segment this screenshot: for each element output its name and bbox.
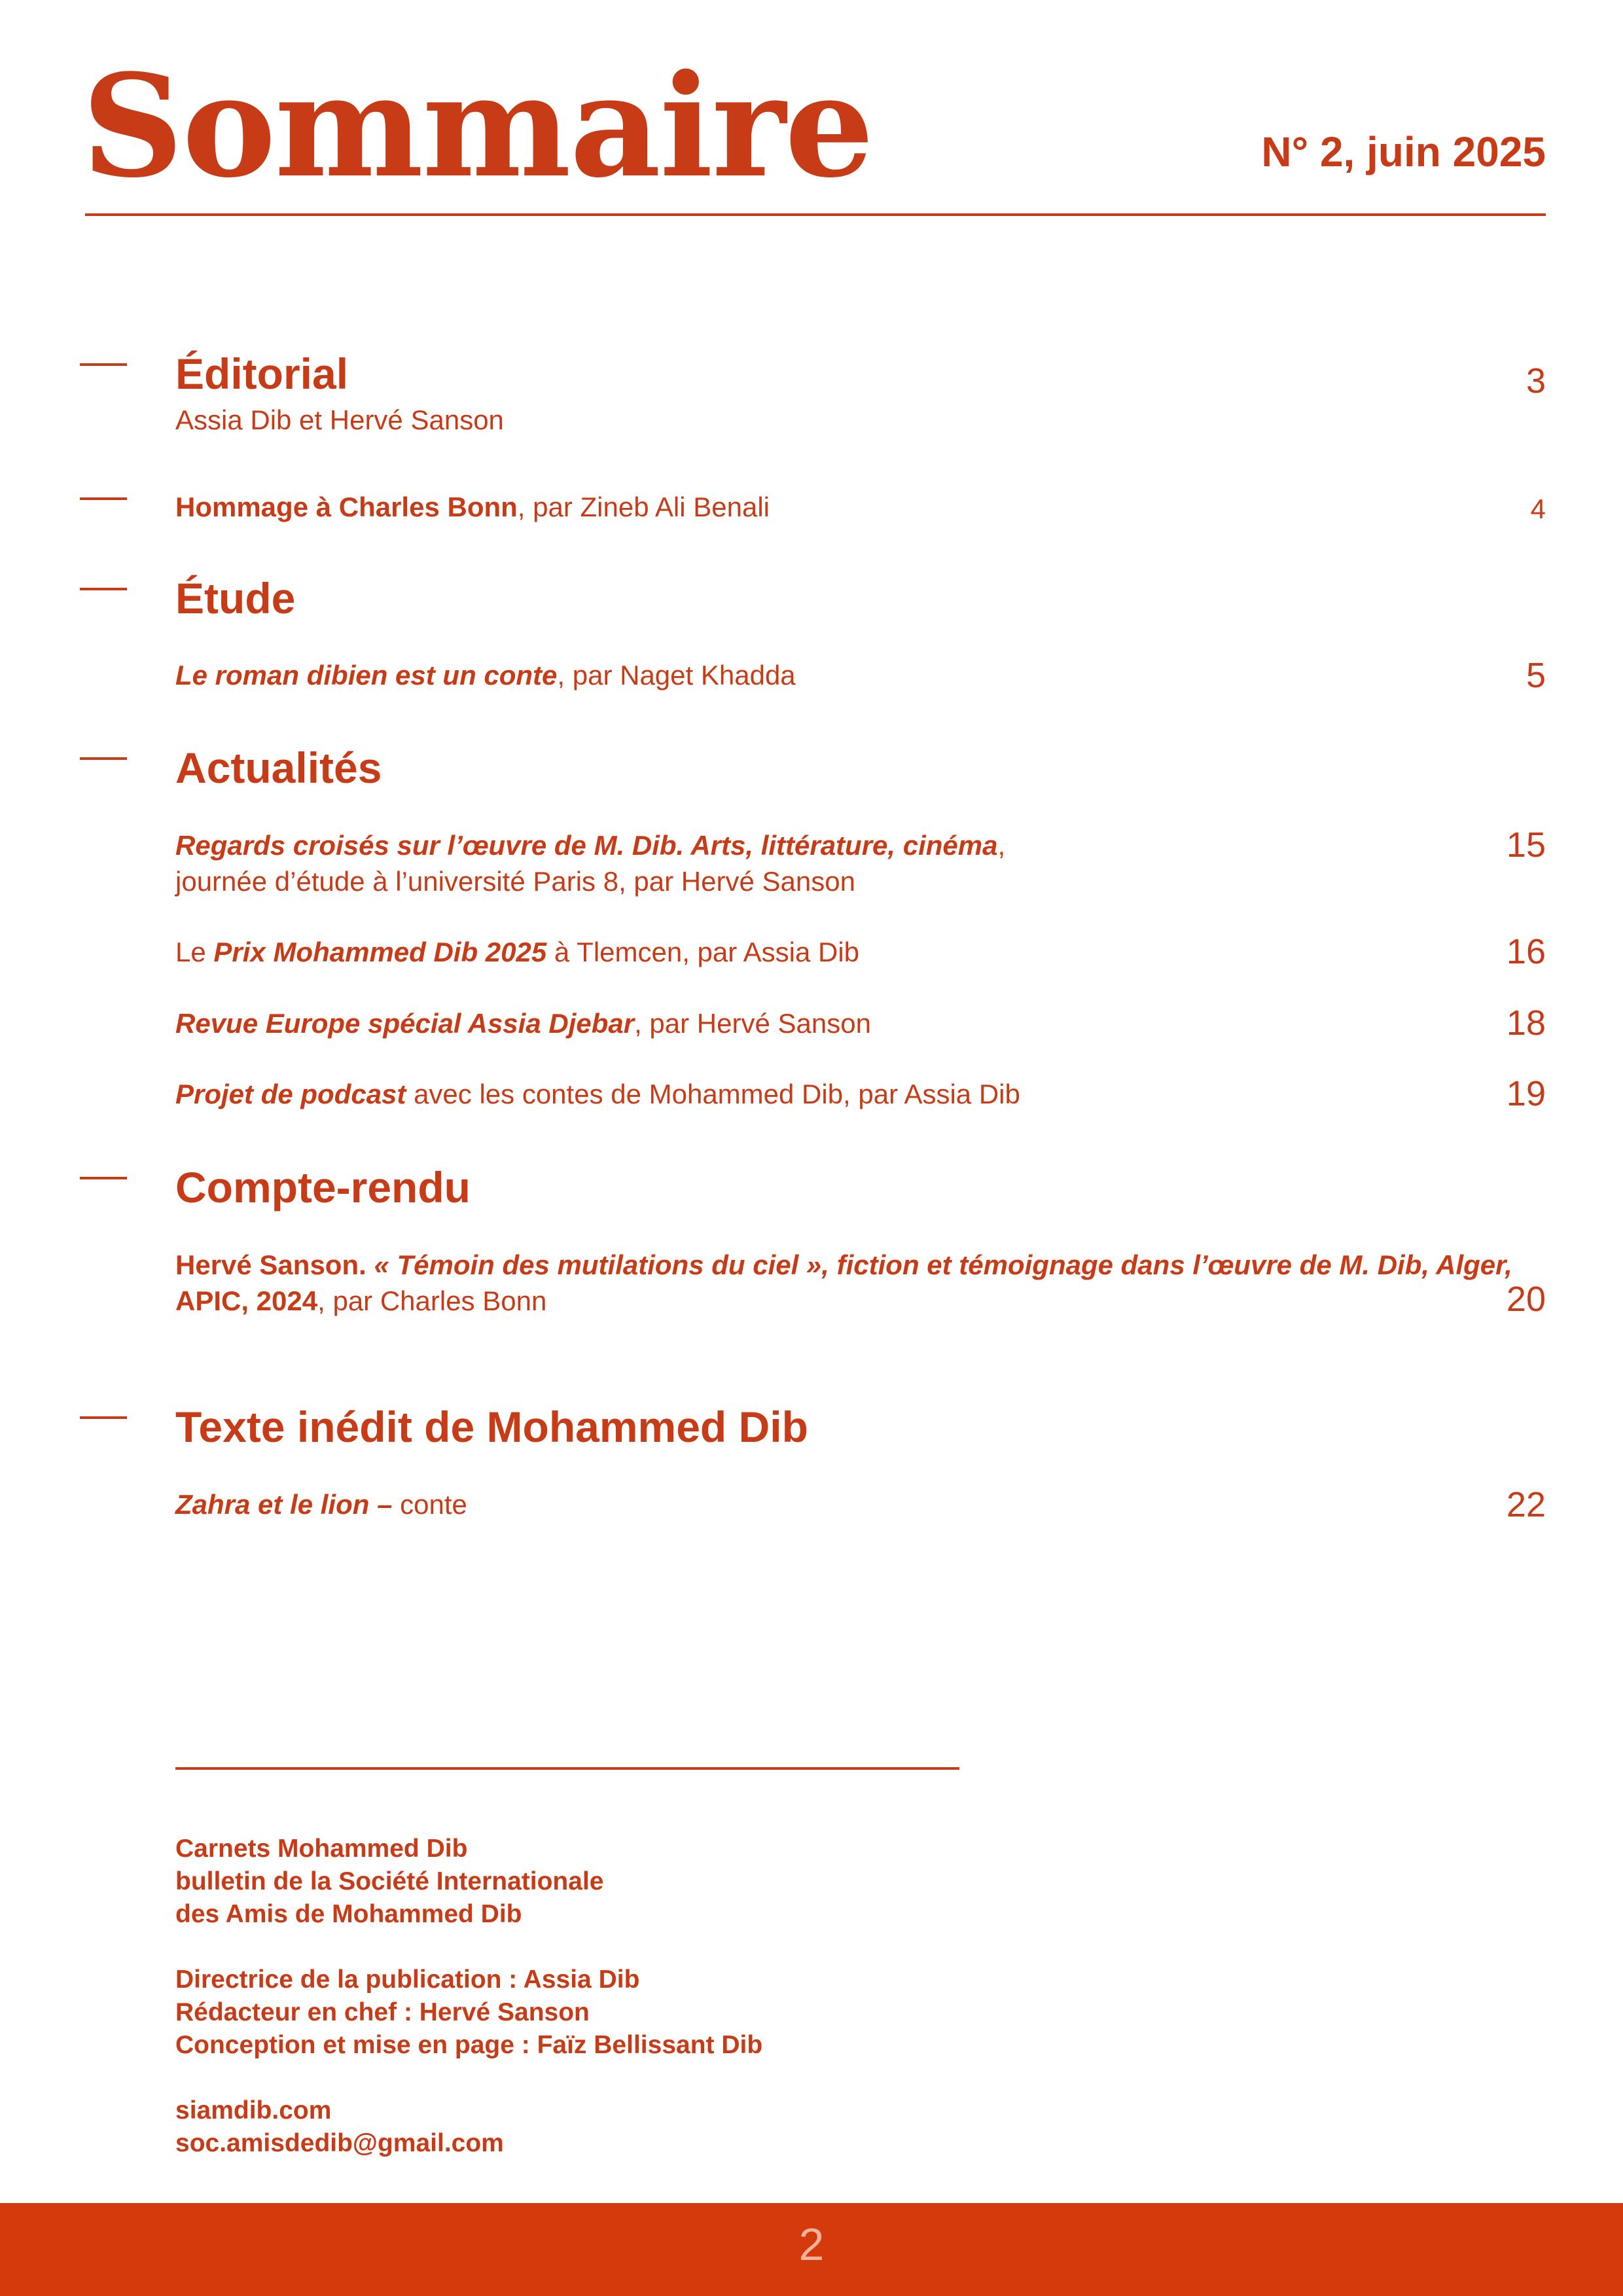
inedit-work-title: Zahra et le lion – — [175, 1489, 393, 1520]
spacer — [175, 1931, 762, 1964]
page-number-actualites-1: 15 — [1506, 825, 1546, 865]
item-prefix: Le — [175, 937, 214, 967]
page-number-inedit: 22 — [1506, 1485, 1546, 1524]
section-title-editorial: Éditorial — [175, 350, 349, 398]
page-number-hommage: 4 — [1530, 493, 1546, 524]
issue-label: N° 2, juin 2025 — [1261, 128, 1546, 175]
item-title: Prix Mohammed Dib 2025 — [213, 937, 547, 967]
hommage-author: , par Zineb Ali Benali — [517, 492, 770, 522]
actualites-item-1 — [175, 828, 1005, 864]
review-book-title: « Témoin des mutilations du ciel », fiction et témoignage dans l’œuvre de M. Dib, Alger, — [374, 1249, 1512, 1280]
section-title-actualites: Actualités — [175, 744, 382, 792]
page-number-actualites-4: 19 — [1506, 1074, 1546, 1113]
credits-director: Directrice de la publication : Assia Dib — [175, 1965, 640, 1994]
section-dash — [80, 497, 127, 500]
item-suffix: avec les contes de Mohammed Dib, par Assia Dib — [406, 1079, 1020, 1109]
etude-article-author: , par Naget Khadda — [557, 660, 796, 691]
item-suffix: à Tlemcen, par Assia Dib — [546, 937, 860, 967]
section-title-inedit: Texte inédit de Mohammed Dib — [175, 1403, 808, 1451]
section-dash — [80, 363, 127, 366]
item-title: Projet de podcast — [175, 1079, 406, 1109]
review-by: , par Charles Bonn — [317, 1285, 547, 1316]
credits-email: soc.amisdedib@gmail.com — [175, 2129, 504, 2157]
page-number-editorial: 3 — [1525, 361, 1546, 401]
footer-page-number: 2 — [798, 2219, 825, 2270]
actualites-item-4 — [175, 1077, 1020, 1113]
inedit-work-type: conte — [392, 1489, 467, 1520]
page-title: Sommaire — [82, 43, 873, 209]
credits-website: siamdib.com — [175, 2096, 332, 2125]
section-dash — [80, 588, 127, 590]
actualites-item-1-line2: journée d’étude à l’université Paris 8, par Hervé Sanson — [175, 866, 855, 897]
credits-description-2: des Amis de Mohammed Dib — [175, 1900, 522, 1928]
page-number-etude: 5 — [1525, 656, 1546, 695]
actualites-item-2 — [175, 935, 859, 971]
compte-rendu-line2 — [175, 1283, 546, 1319]
page-number-compte-rendu: 20 — [1506, 1280, 1546, 1319]
section-dash — [80, 757, 127, 760]
section-dash — [80, 1416, 127, 1419]
review-author: Hervé Sanson. — [175, 1249, 374, 1280]
credits-publication-name: Carnets Mohammed Dib — [175, 1835, 468, 1863]
credits-design: Conception et mise en page : Faïz Bellissant Dib — [175, 2031, 763, 2059]
credits-editor: Rédacteur en chef : Hervé Sanson — [175, 1998, 590, 2026]
toc-entry-hommage — [175, 490, 770, 526]
page-number-actualites-3: 18 — [1506, 1003, 1546, 1043]
header-divider — [85, 213, 1546, 216]
editorial-authors: Assia Dib et Hervé Sanson — [175, 404, 504, 435]
toc-entry-inedit — [175, 1487, 467, 1523]
item-title: Revue Europe spécial Assia Djebar — [175, 1008, 635, 1039]
page-number-actualites-2: 16 — [1506, 932, 1546, 971]
compte-rendu-line1 — [175, 1247, 1512, 1283]
etude-article-title: Le roman dibien est un conte — [175, 660, 558, 691]
credits-block — [175, 1833, 762, 2160]
hommage-title: Hommage à Charles Bonn — [175, 492, 518, 522]
toc-entry-etude — [175, 658, 796, 694]
item-comma: , — [997, 830, 1006, 861]
section-dash — [80, 1177, 127, 1179]
item-title: Regards croisés sur l’œuvre de M. Dib. Arts, littérature, cinéma — [175, 830, 998, 861]
spacer — [175, 2062, 762, 2094]
section-title-etude: Étude — [175, 574, 296, 622]
item-suffix: , par Hervé Sanson — [634, 1008, 871, 1039]
footer-band — [0, 2203, 1623, 2296]
credits-description-1: bulletin de la Société Internationale — [175, 1867, 604, 1895]
review-publisher: APIC, 2024 — [175, 1285, 318, 1316]
section-title-compte-rendu: Compte-rendu — [175, 1163, 471, 1211]
credits-divider — [175, 1767, 959, 1770]
actualites-item-3 — [175, 1006, 871, 1042]
